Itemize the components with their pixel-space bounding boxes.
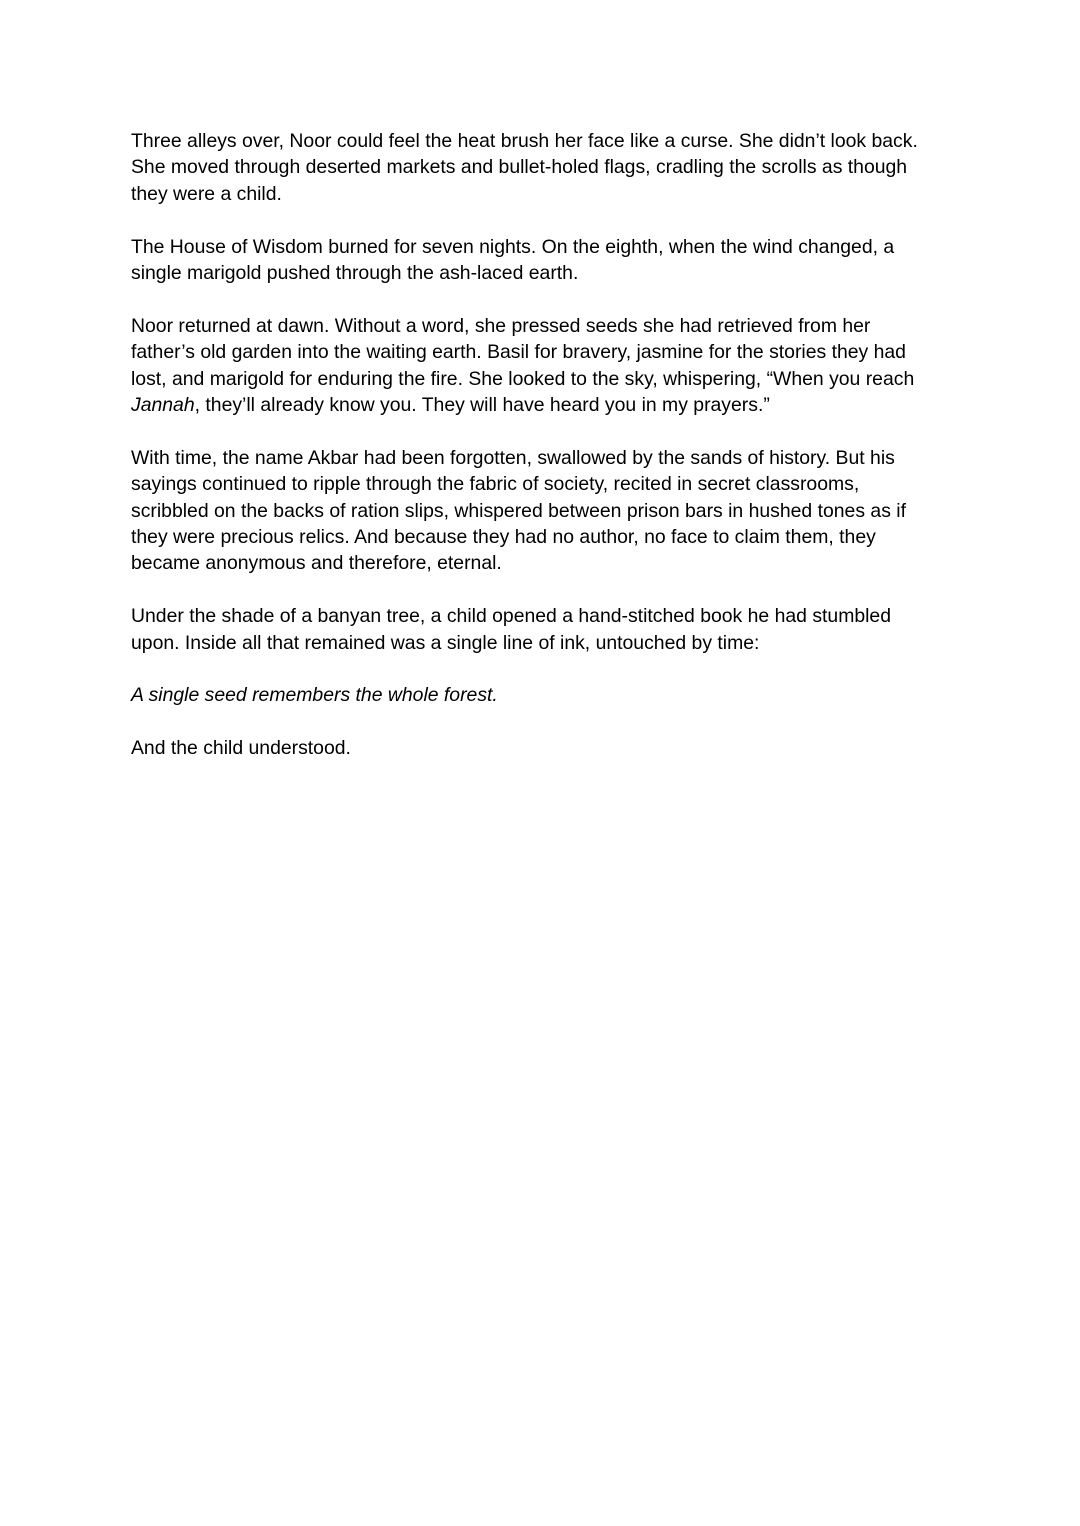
text-line: Noor returned at dawn. Without a word, she pressed seeds she had retrieved from her [131,314,871,337]
italic-term: Jannah [131,394,195,417]
quote-line: A single seed remembers the whole forest. [131,684,498,707]
text-line: sayings continued to ripple through the fabric of society, recited in secret classrooms, [131,473,860,496]
text-line: father’s old garden into the waiting earth. Basil for bravery, jasmine for the stories they had [131,341,906,364]
paragraph-4 [131,445,953,577]
text-line: Three alleys over, Noor could feel the heat brush her face like a curse. She didn’t look back. [131,130,918,152]
text-fragment: , they’ll already know you. They will have heard you in my prayers.” [194,394,770,417]
paragraph-1 [131,128,953,207]
text-line: She moved through deserted markets and bullet-holed flags, cradling the scrolls as though [131,156,908,179]
text-line: they were a child. [131,182,282,205]
closing-line: And the child understood. [131,737,351,760]
text-line: scribbled on the backs of ration slips, whispered between prison bars in hushed tones as if [131,499,906,522]
text-line [131,392,953,418]
paragraph-2 [131,234,953,287]
text-line: single marigold pushed through the ash-laced earth. [131,262,579,285]
paragraph-5 [131,603,953,656]
text-line: With time, the name Akbar had been forgotten, swallowed by the sands of history. But his [131,446,895,469]
text-line: The House of Wisdom burned for seven nights. On the eighth, when the wind changed, a [131,235,895,258]
text-line: Under the shade of a banyan tree, a child opened a hand-stitched book he had stumbled [131,605,892,628]
paragraph-3 [131,313,953,419]
text-line: they were precious relics. And because they had no author, no face to claim them, they [131,526,876,549]
text-line: upon. Inside all that remained was a single line of ink, untouched by time: [131,631,760,654]
text-line: became anonymous and therefore, eternal. [131,552,502,575]
document-body [131,128,953,788]
text-line: lost, and marigold for enduring the fire. She looked to the sky, whispering, “When you reach [131,367,915,390]
